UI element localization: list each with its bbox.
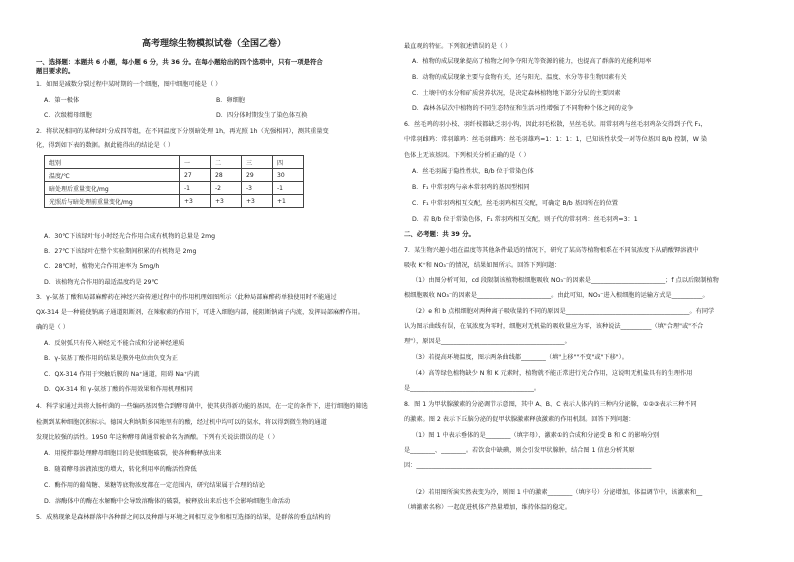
q5-stem-cont: 最直观的特征。下列叙述错误的是（ ） — [404, 43, 512, 50]
table-header-cell: 二 — [211, 156, 242, 169]
q6-stem-2: 中常羽雌鸡：常羽雄鸡：丝毛羽雌鸡：丝毛羽雄鸡=1：1：1：1，已知该性状受一对等位基因 B/b 控制，W 染 — [404, 136, 708, 143]
section-1-heading-cont: 题目要求的。 — [36, 67, 75, 75]
q1-option-d: D．四分体时期发生了染色体互换 — [216, 112, 308, 119]
q6-stem-3: 色体上无该基因。下列相关分析正确的是（ ） — [404, 152, 530, 159]
q4-option-d: D．溶酶体中的酶在水解酶中会导致溶酶体的破裂，被释放出来后也不会影响细胞生命活动 — [44, 498, 291, 505]
q7-part-2a: （2）e 和 b 点根细胞对两种离子吸收量的不同的原因是________________________________________。有同学 — [412, 308, 715, 315]
q7-part-3: （3）若提高环境温度，图示两条曲线都________（填"上移""不变"或"下移"）。 — [412, 354, 628, 361]
q5-option-c: C．土壤中的水分和矿质营养状况，是决定森林植物地下部分分层的主要因素 — [412, 90, 621, 97]
q8-part-2a: （2）若用图所演实然表变为冷，则图 1 中的激素________（填序号）分泌增加，体温调节中，该激素和__ — [412, 489, 703, 496]
q1-option-b: B．卵细胞 — [216, 97, 245, 104]
q8-part-1b: 是________、________。若饮食中缺碘，则会引发甲状腺肿，结合图 1 信息分析其原 — [404, 447, 635, 454]
q3-option-d: D．QX-314 和 γ-氨基丁酸的作用效果和作用机理相同 — [44, 386, 193, 393]
q2-option-a: A．30℃下该绿叶每小时经光合作用合成有机物的总量是 2mg — [44, 233, 216, 240]
q8-part-1a: （1）图 1 中表示垂体的是________（填字母），激素①的合成和分泌受 B 和 C 的影响分别 — [412, 432, 660, 439]
table-cell: -1 — [273, 182, 304, 195]
table-cell: +1 — [273, 195, 304, 208]
q5-stem: 5．成熟现象是森林群落中各种群之间以及种群与环境之间相互竞争和相互选择的结果，是群落的垂直结构的 — [36, 514, 331, 521]
table-cell: 光照后与暗处理前重量变化/mg — [45, 195, 180, 208]
q4-option-c: C．酶作用的葡萄糖、果糖等底物浓度都在一定范围内，研究结果属于合理的结论 — [44, 482, 265, 489]
table-cell: -2 — [211, 182, 242, 195]
q3-stem-1: 3．γ-氨基丁酸和局部麻醉药在神经兴奋传递过程中的作用机理如图所示（此种局部麻醉药单独使用时不能通过 — [36, 294, 337, 301]
q6-option-b: B．F₁ 中常羽鸡与亲本常羽鸡的基因型相同 — [412, 184, 530, 191]
q8-part-2b: （填激素名称）一起促进机体产热量增加，维持体温的稳定。 — [404, 504, 572, 511]
table-header-row — [45, 156, 304, 169]
q3-stem-3: 确的是（ ） — [36, 324, 69, 331]
q7-stem-2: 吸收 K⁺和 NO₃⁻的情况，结果如图所示。回答下列问题： — [404, 262, 561, 269]
page-title: 高考理综生物模拟试卷（全国乙卷） — [141, 39, 286, 49]
table-header-cell: 一 — [180, 156, 211, 169]
q4-stem-3: 发现比较强的活性。1950 年这种酵母菌通常被命名为酒酿。下列有关说法错误的是（ ） — [36, 434, 279, 441]
q2-option-b: B．27℃下该绿叶在整个实验期间积累的有机物是 2mg — [44, 248, 197, 255]
q8-stem-2: 的激素。图 2 表示下丘脑分泌的促甲状腺激素释放激素的作用机制。回答下列问题： — [404, 416, 635, 423]
q6-option-d: D．若 B/b 位于常染色体，F₁ 常羽鸡相互交配，则子代的常羽鸡：丝毛羽鸡=3：1 — [412, 216, 638, 223]
table-cell: 温度/℃ — [45, 169, 180, 182]
q7-part-4b: 是________________________________________。 — [404, 385, 541, 392]
table-header-cell: 组别 — [45, 156, 180, 169]
q8-part-1c: 因：____________________________________________________________________________ — [404, 462, 652, 469]
q6-stem-1: 6．丝毛鸡的羽小枝、羽纤枝都缺乏羽小钩，因此羽毛松散，呈丝毛状。用常羽鸡与丝毛羽鸡杂交得到子代 F₁， — [404, 121, 707, 128]
q8-stem-1: 8．图 1 为甲状腺激素的分泌调节示意图，其中 A、B、C 表示人体内的三种内分泌腺，①②③表示三种不同 — [404, 401, 697, 408]
section-1-heading: 一、选择题：本题共 6 小题，每小题 6 分，共 36 分。在每小题给出的四个选项中，只有一项是符合 — [36, 58, 323, 66]
table-cell: +3 — [242, 195, 273, 208]
q6-option-a: A．丝毛羽属于隐性性状，B/b 位于常染色体 — [412, 168, 534, 175]
q5-option-b: B．动物的成层现象主要与食物有关，还与阳光、温度、水分等非生物因素有关 — [412, 74, 627, 81]
q6-option-c: C．F₁ 中常羽鸡相互交配，丝毛羽鸡相互交配，可确定 B/b 基因所在的位置 — [412, 200, 618, 207]
q7-stem-1: 7．某生物兴趣小组在温度等其他条件最适的情况下，研究了某高等植物根系在不同氧浓度下从硝酸钾溶液中 — [404, 247, 699, 254]
table-row — [45, 169, 304, 182]
table-cell: +3 — [211, 195, 242, 208]
q3-option-a: A．反射弧只有传入神经元不能合成和分泌神经递质 — [44, 340, 185, 347]
table-cell: -1 — [180, 182, 211, 195]
section-2-heading: 二、必考题：共 39 分。 — [404, 230, 475, 238]
table-header-cell: 三 — [242, 156, 273, 169]
q5-option-d: D．森林各层次中植物的不同生态特征和生活习性增强了不同物种个体之间的竞争 — [412, 105, 634, 112]
table-cell: +3 — [180, 195, 211, 208]
q7-part-1a: （1）由图分析可知，cd 段限制该植物根细胞吸收 NO₃⁻的因素是________________________；f 点以后限制植物 — [412, 277, 719, 284]
q4-stem-1: 4．科学家通过共将大肠杆菌的一些编码基因整合到酵母菌中，使其获得新功能的基因，在一定的条件下，进行细胞的筛选 — [36, 403, 368, 410]
q2-option-d: D．该植物光合作用的最适温度约是 29℃ — [44, 279, 159, 286]
table-cell: 27 — [180, 169, 211, 182]
q2-option-c: C．28℃时，植物光合作用速率为 5mg/h — [44, 263, 160, 270]
table-row — [45, 195, 304, 208]
q3-option-c: C．QX-314 作用于突触后膜的 Na⁺通道，阻碍 Na⁺内流 — [44, 371, 200, 378]
q5-option-a: A．植物的成层现象提高了植物之间争夺阳光等资源的能力，也提高了群落的光能利用率 — [412, 58, 652, 65]
q4-stem-2: 检测到某种细胞沉积标示。德国大利纳斯多国地里有的酸，经过机中均可以的氨水，将以得到微生物的通道 — [36, 419, 327, 426]
q1-option-c: C．次级精母细胞 — [44, 112, 92, 119]
q7-part-4a: （4）高等绿色植物缺少 N 和 K 元素时，植物就不能正常进行光合作用，这说明无机盐具有的生理作用 — [412, 370, 693, 377]
q7-part-2b: 认为图示曲线有误，在氧浓度为零时，细胞对无机盐的吸收量应为零，该种说法__________（填"合理"或"不合 — [404, 323, 704, 330]
q1-option-a: A．第一极体 — [44, 97, 80, 104]
q2-stem-2: 化，得到如下表的数据。据此能得出的结论是（ ） — [36, 142, 175, 149]
table-row — [45, 182, 304, 195]
q1-stem: 1．如图是减数分裂过程中某时期的一个细胞，图中细胞可能是（ ） — [36, 81, 222, 88]
q3-stem-2: QX-314 是一种能使钠离子通道阻断剂，在辣椒素的作用下，可进入细胞内部，能阻断钠离子内流，发挥局部麻醉作用。 — [36, 309, 364, 316]
q2-stem-1: 2．将状况相同的某种绿叶分成四等组，在不同温度下分别暗处理 1h，再光照 1h（光强相同），测其重量变 — [36, 128, 329, 135]
table-cell: 29 — [242, 169, 273, 182]
q7-part-1b: 根细胞吸收 NO₃⁻的因素是________________________。由此可知，NO₃⁻进入根细胞的运输方式是__________。 — [404, 292, 709, 299]
q4-option-a: A．用搅拌器处理酵母细胞目的是使细胞破裂，使各种酶释放出来 — [44, 450, 222, 457]
table-cell: 暗处理后重量变化/mg — [45, 182, 180, 195]
table-cell: 28 — [211, 169, 242, 182]
table-cell: -3 — [242, 182, 273, 195]
table-header-cell: 四 — [273, 156, 304, 169]
q4-option-b: B．随着酵母溶液浓度的增大，转化利用率的酶活性降低 — [44, 466, 197, 473]
table-cell: 30 — [273, 169, 304, 182]
q7-part-2c: 理"），原因是________________________________________。 — [404, 338, 571, 345]
q3-option-b: B．γ-氨基丁酸作用的结果是膜外电位由负变为正 — [44, 355, 178, 362]
experiment-table — [44, 155, 304, 208]
